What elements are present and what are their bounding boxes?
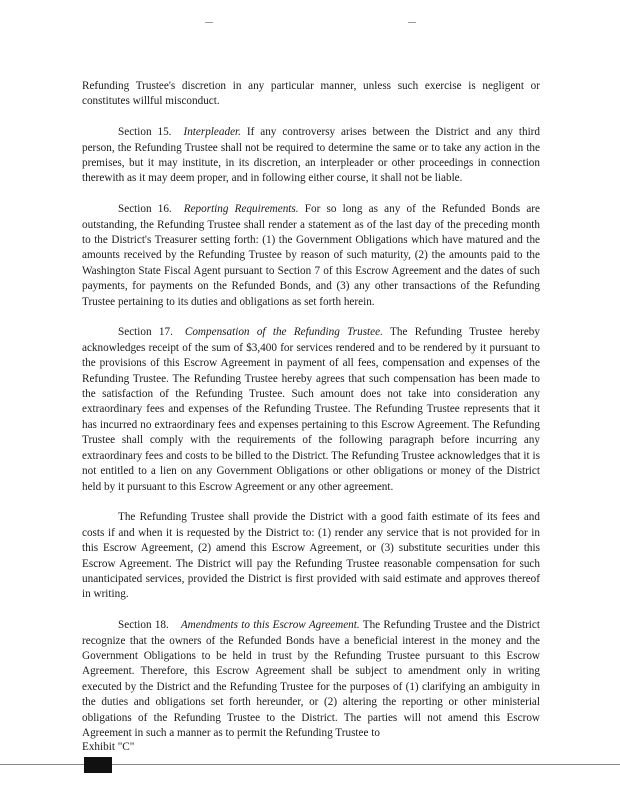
section-number: Section 16. <box>118 203 172 216</box>
scan-mark-top-right <box>408 22 416 23</box>
section-body: The Refunding Trustee and the District recognize that the owners of the Refunded Bonds have a beneficial interest in the money and the Government Obligations to be held in trust by the Refunding Trustee pursuant to this Escrow Agreement. Therefore, this Escrow Agreement shall be subject to amendment only in writing executed by the District and the Refunding Trustee for the purposes of (1) clarifying an ambiguity in the duties and obligations set forth hereunder, or (2) altering the reporting or other ministerial obligations of the Refunding Trustee to the District. The parties will not amend this Escrow Agreement in such a manner as to permit the Refunding Trustee to <box>82 619 540 739</box>
section-18-paragraph <box>82 618 540 741</box>
section-title: Interpleader. <box>183 126 241 139</box>
document-body <box>82 79 540 757</box>
scan-mark-top-left <box>205 22 213 23</box>
section-body: The Refunding Trustee hereby acknowledges receipt of the sum of $3,400 for services rendered and to be rendered by it pursuant to the provisions of this Escrow Agreement in payment of all fees, compensation and expenses of the Refunding Trustee. The Refunding Trustee hereby agrees that such compensation has been made to the satisfaction of the Refunding Trustee. Such amount does not take into consideration any extraordinary fees and expenses of the Refunding Trustee. The Refunding Trustee represents that it has incurred no extraordinary fees and expenses pertaining to this Escrow Agreement. The Refunding Trustee shall comply with the requirements of the following paragraph before incurring any extraordinary fees and costs to be billed to the District. The Refunding Trustee acknowledges that it is not entitled to a lien on any Government Obligations or other obligations or money of the District held by it pursuant to this Escrow Agreement or any other agreement. <box>82 326 540 493</box>
section-title: Reporting Requirements. <box>183 203 299 216</box>
section-number: Section 17. <box>118 326 173 339</box>
section-number: Section 15. <box>118 126 172 139</box>
continuation-paragraph: Refunding Trustee's discretion in any particular manner, unless such exercise is negligent or constitutes willful misconduct. <box>82 80 540 108</box>
section-17-paragraph <box>82 325 540 494</box>
redaction-block <box>84 757 112 773</box>
section-title: Compensation of the Refunding Trustee. <box>184 326 383 339</box>
section-17-continuation-paragraph <box>82 510 540 602</box>
section-body: For so long as any of the Refunded Bonds are outstanding, the Refunding Trustee shall render a statement as of the last day of the preceding month to the District's Treasurer setting forth: (1) the Government Obligations which have matured and the amounts received by the Refunding Trustee by reason of such maturity, (2) the amounts paid to the Washington State Fiscal Agent pursuant to Section 7 of this Escrow Agreement and the dates of such payments, for payments on the Refunded Bonds, and (3) any other transactions of the Refunding Trustee pertaining to its duties and obligations as set forth herein. <box>82 203 540 308</box>
section-body: The Refunding Trustee shall provide the District with a good faith estimate of its fees and costs if and when it is requested by the District to: (1) render any service that is not provided for in this Escrow Agreement, (2) amend this Escrow Agreement, or (3) substitute securities under this Escrow Agreement. The District will pay the Refunding Trustee reasonable compensation for such unanticipated services, provided the District is first provided with said estimate and approves thereof in writing. <box>82 511 540 601</box>
section-body: If any controversy arises between the District and any third person, the Refunding Trustee shall not be required to determine the same or to take any action in the premises, but it may institute, in its discretion, an interpleader or other proceedings in connection therewith as it may deem proper, and in following either course, it shall not be liable. <box>82 126 540 185</box>
section-number: Section 18. <box>118 619 169 632</box>
exhibit-label: Exhibit "C" <box>82 741 135 753</box>
section-15-paragraph <box>82 125 540 187</box>
section-title: Amendments to this Escrow Agreement. <box>180 619 360 632</box>
section-16-paragraph <box>82 202 540 310</box>
